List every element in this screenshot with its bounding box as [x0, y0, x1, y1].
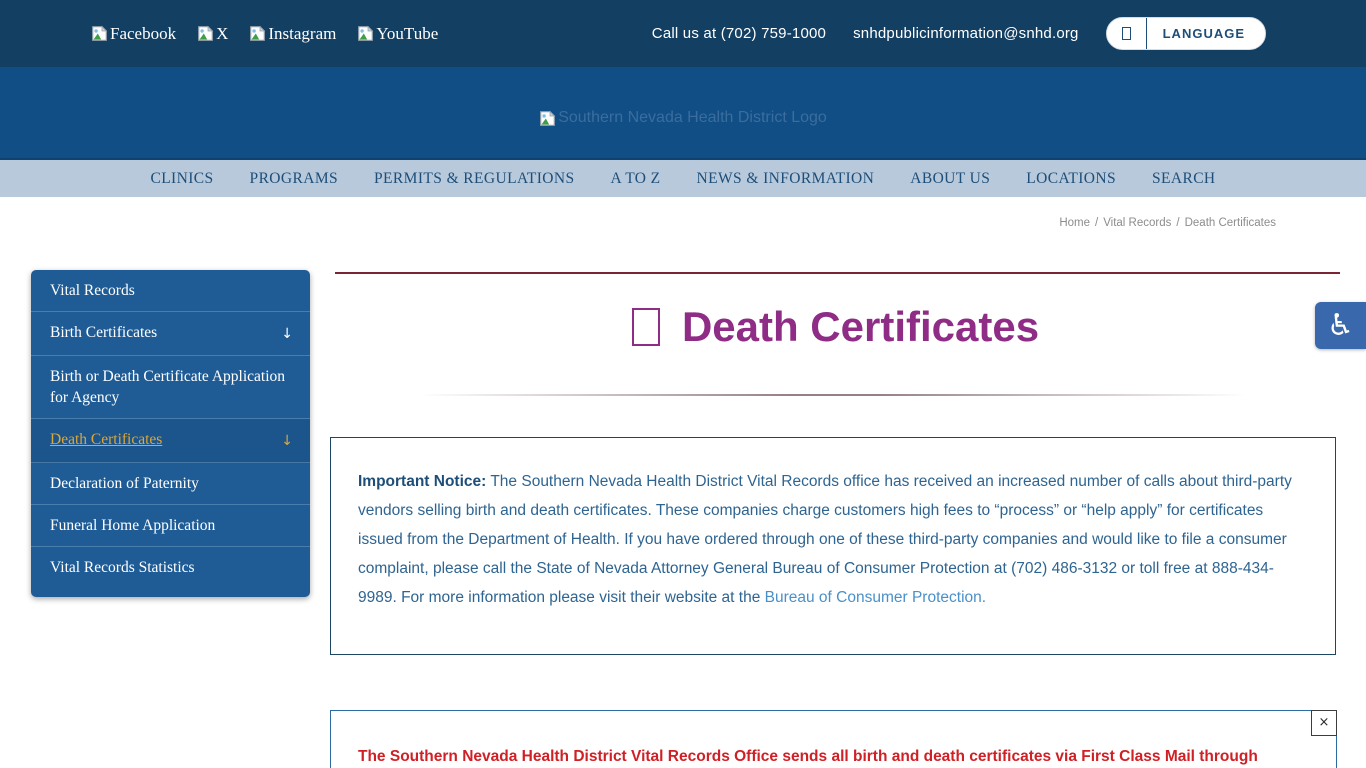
chevron-down-icon[interactable]: ↓: [281, 433, 293, 449]
close-icon[interactable]: ×: [1311, 710, 1337, 736]
header-band: [0, 67, 1366, 160]
nav-a-to-z[interactable]: A TO Z: [610, 169, 661, 187]
sidebar-item-label: Declaration of Paternity: [50, 475, 199, 492]
facebook-link[interactable]: [91, 24, 176, 44]
accessibility-button[interactable]: [1315, 302, 1366, 349]
social-label: X: [216, 23, 229, 43]
sidebar-item-declaration-of-paternity[interactable]: [31, 463, 310, 505]
sidebar-item-label: Funeral Home Application: [50, 517, 216, 534]
missing-glyph-icon: [632, 308, 660, 346]
title-divider: [420, 394, 1246, 396]
nav-about-us[interactable]: ABOUT US: [910, 169, 991, 187]
broken-image-icon: [197, 25, 214, 42]
social-label: Instagram: [268, 23, 337, 43]
breadcrumb: [1059, 217, 1276, 229]
broken-image-icon: [539, 110, 556, 127]
page-title-text: Death Certificates: [681, 303, 1040, 350]
notice-after-link: .: [981, 589, 987, 606]
sidebar-item-funeral-home-application[interactable]: [31, 505, 310, 547]
nav-programs[interactable]: PROGRAMS: [249, 169, 339, 187]
language-button[interactable]: [1106, 17, 1266, 50]
site-logo[interactable]: [0, 103, 1366, 133]
breadcrumb-current: Death Certificates: [1184, 217, 1276, 229]
broken-image-icon: [91, 25, 108, 42]
broken-image-icon: [249, 25, 266, 42]
logo-alt-text: Southern Nevada Health District Logo: [558, 109, 827, 126]
breadcrumb-home[interactable]: Home: [1059, 217, 1090, 229]
sidebar-item-label: Death Certificates: [50, 431, 163, 448]
mail-alert-text: The Southern Nevada Health District Vital Records Office sends all birth and death certificates via First Class Mail through: [358, 748, 1258, 765]
top-utility-bar: [0, 0, 1366, 67]
notice-body: The Southern Nevada Health District Vital Records office has received an increased number of calls about third-party vendors selling birth and death certificates. These companies charge customers high fees to “process” or “help apply” for certificates issued from the Department of Health. If you have ordered through one of these third-party companies and would like to file a consumer complaint, please call the State of Nevada Attorney General Bureau of Consumer Protection at (702) 486-3132 or toll free at 888-434-9989. For more information please visit their website at the: [358, 473, 1292, 606]
breadcrumb-separator: /: [1095, 217, 1099, 229]
sidebar-item-label: Birth or Death Certificate Application for Agency: [50, 368, 286, 406]
topbar-contact: [652, 17, 1266, 50]
sidebar-item-birth-or-death-application-agency[interactable]: [31, 356, 310, 419]
nav-locations[interactable]: LOCATIONS: [1026, 169, 1116, 187]
vital-records-sidebar: [31, 270, 310, 597]
sidebar-item-death-certificates[interactable]: [31, 419, 310, 463]
phone-text: Call us at (702) 759-1000: [651, 25, 827, 42]
social-links: [91, 24, 438, 44]
notice-lead: Important Notice:: [358, 473, 487, 490]
sidebar-item-birth-certificates[interactable]: [31, 312, 310, 356]
sidebar-item-label: Birth Certificates: [50, 324, 158, 341]
sidebar-item-vital-records-statistics[interactable]: [31, 547, 310, 588]
social-label: YouTube: [376, 23, 439, 43]
important-notice-text: [358, 467, 1305, 612]
nav-news-information[interactable]: NEWS & INFORMATION: [696, 169, 875, 187]
wheelchair-icon: ♿: [1327, 307, 1354, 343]
social-label: Facebook: [110, 23, 177, 43]
instagram-link[interactable]: [249, 24, 336, 44]
globe-icon: [1107, 18, 1147, 49]
x-link[interactable]: [197, 24, 228, 44]
breadcrumb-vital-records[interactable]: Vital Records: [1103, 217, 1172, 229]
email-link[interactable]: snhdpublicinformation@snhd.org: [853, 25, 1079, 42]
breadcrumb-separator: /: [1176, 217, 1180, 229]
language-label: LANGUAGE: [1162, 26, 1245, 41]
chevron-down-icon[interactable]: ↓: [281, 326, 293, 342]
nav-search[interactable]: SEARCH: [1151, 169, 1216, 187]
content-top-rule: [335, 272, 1340, 274]
youtube-link[interactable]: [357, 24, 438, 44]
sidebar-item-vital-records[interactable]: [31, 270, 310, 312]
nav-permits-regulations[interactable]: PERMITS & REGULATIONS: [374, 169, 575, 187]
sidebar-item-label: Vital Records Statistics: [50, 559, 195, 576]
page-title: [335, 296, 1336, 358]
sidebar-item-label: Vital Records: [50, 282, 135, 299]
important-notice-box: [330, 437, 1336, 655]
main-navigation: [0, 160, 1366, 197]
bureau-consumer-protection-link[interactable]: Bureau of Consumer Protection: [764, 589, 982, 606]
broken-image-icon: [357, 25, 374, 42]
mail-alert-box: [330, 710, 1337, 768]
nav-clinics[interactable]: CLINICS: [150, 169, 214, 187]
